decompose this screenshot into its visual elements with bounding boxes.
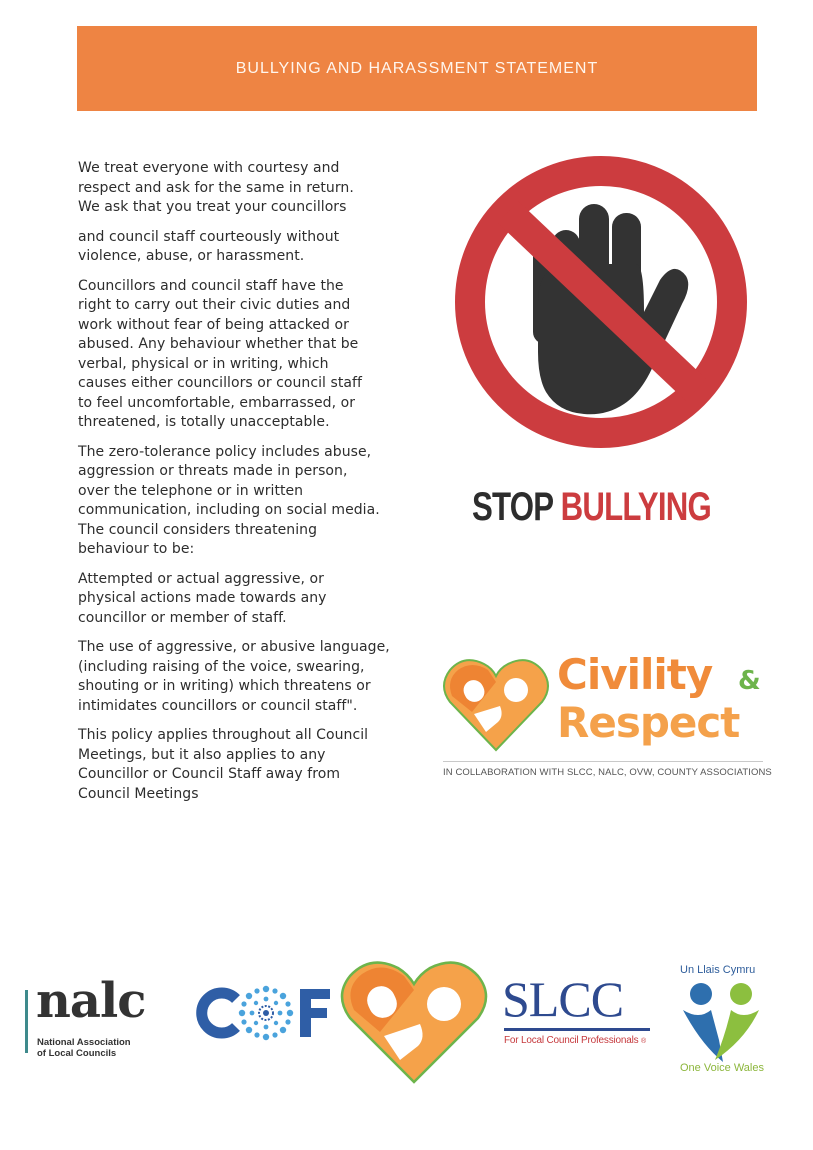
ovw-welsh-name: Un Llais Cymru [680, 964, 756, 976]
registered-mark: ® [641, 1038, 646, 1045]
text-line: over the telephone or in written [78, 482, 304, 499]
text-line: aggression or threats made in person, [78, 463, 348, 479]
text-line: (including raising of the voice, swearing, [78, 658, 365, 675]
text-line: shouting or in writing) which threatens or [78, 678, 371, 694]
text-line: Council Meetings [78, 785, 199, 802]
heart-logo-icon [442, 656, 550, 754]
text-line: behaviour to be: [78, 541, 195, 557]
one-voice-wales-logo [677, 962, 777, 1078]
text-line: We treat everyone with courtesy and [78, 160, 340, 176]
title-banner [77, 26, 757, 111]
nalc-subtitle-line: National Association [37, 1037, 131, 1048]
collaboration-text: IN COLLABORATION WITH SLCC, NALC, OVW, COUNTY ASSOCIATIONS [443, 767, 772, 778]
caption-word-stop: STOP [472, 485, 553, 529]
text-line: This policy applies throughout all Council [78, 727, 369, 743]
slcc-tagline [504, 1035, 646, 1046]
paragraph-4 [78, 443, 423, 560]
text-line: abused. Any behaviour whether that be [78, 336, 359, 352]
text-line: Councillor or Council Staff away from [78, 766, 341, 782]
civility-word: Civility [557, 650, 713, 699]
text-line: causes either councillors or council staff [78, 375, 362, 391]
heart-logo-icon [340, 958, 488, 1086]
ampersand: & [738, 666, 761, 696]
text-line: councillor or member of staff. [78, 609, 287, 626]
text-line: Councillors and council staff have the [78, 277, 344, 294]
caption-word-bullying: BULLYING [560, 485, 711, 529]
text-line: to feel uncomfortable, embarrassed, or [78, 394, 356, 411]
paragraph-3 [78, 277, 423, 433]
two-figures-icon [679, 980, 763, 1062]
text-line: Meetings, but it also applies to any [78, 746, 326, 763]
no-entry-hand-icon [446, 152, 756, 452]
text-line: respect and ask for the same in return. [78, 179, 354, 196]
ovw-english-name: One Voice Wales [680, 1062, 764, 1074]
cof-logo-icon [196, 983, 336, 1043]
paragraph-2 [78, 228, 423, 267]
text-line: verbal, physical or in writing, which [78, 355, 329, 372]
nalc-subtitle [37, 1037, 131, 1059]
text-line: threatened, is totally unacceptable. [78, 414, 330, 430]
text-line: intimidates councillors or council staff". [78, 697, 358, 714]
slcc-tagline-text: For Local Council Professionals [504, 1035, 639, 1046]
text-line: The council considers threatening [78, 521, 318, 538]
respect-word: Respect [557, 698, 740, 747]
page-title: BULLYING AND HARASSMENT STATEMENT [235, 59, 599, 77]
paragraph-7 [78, 726, 423, 804]
text-line: communication, including on social media. [78, 502, 380, 518]
statement-body [78, 159, 423, 814]
text-line: We ask that you treat your councillors [78, 199, 347, 215]
paragraph-5 [78, 570, 423, 629]
slcc-logo [502, 971, 662, 1060]
text-line: violence, abuse, or harassment. [78, 248, 305, 264]
nalc-subtitle-line: of Local Councils [37, 1048, 117, 1059]
paragraph-6 [78, 638, 423, 716]
text-line: physical actions made towards any [78, 590, 327, 606]
slcc-underline [504, 1028, 650, 1031]
text-line: Attempted or actual aggressive, or [78, 570, 324, 587]
slcc-wordmark: SLCC [502, 971, 624, 1027]
nalc-accent-bar [25, 990, 28, 1053]
text-line: The zero-tolerance policy includes abuse, [78, 443, 372, 460]
text-line: work without fear of being attacked or [78, 316, 349, 333]
text-line: right to carry out their civic duties and [78, 297, 351, 313]
text-line: and council staff courteously without [78, 228, 340, 245]
paragraph-1 [78, 159, 423, 218]
text-line: The use of aggressive, or abusive language, [78, 639, 390, 655]
stop-bullying-caption [472, 485, 711, 530]
divider [443, 761, 763, 762]
nalc-wordmark: nalc [36, 973, 146, 1029]
